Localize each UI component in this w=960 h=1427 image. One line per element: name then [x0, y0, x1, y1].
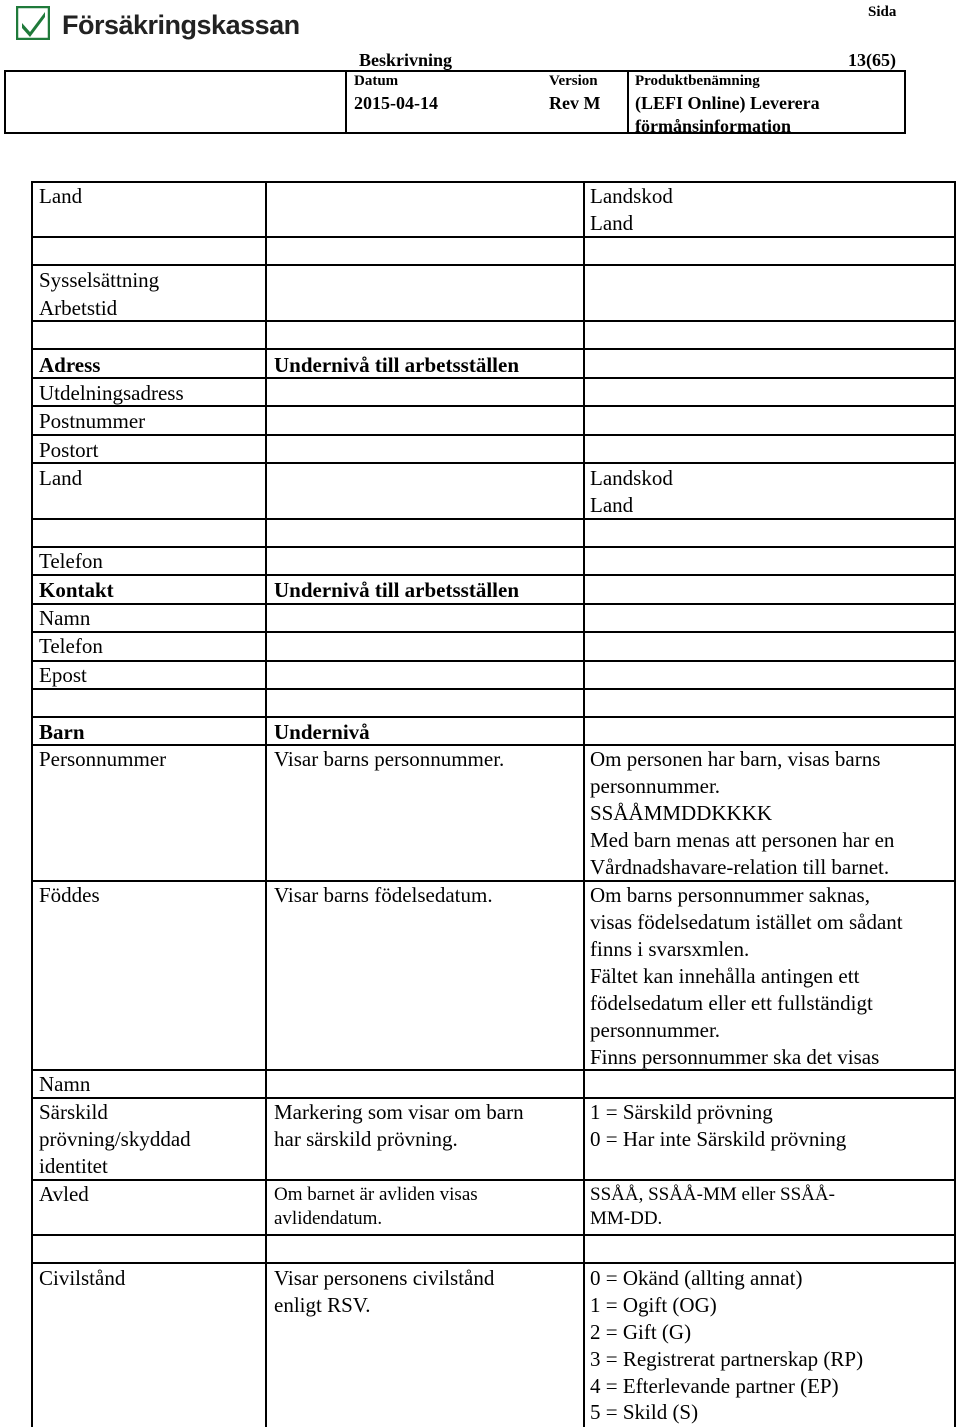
foddes-note-line: visas födelsedatum istället om sådant [590, 910, 903, 934]
field-namn: Namn [39, 1072, 91, 1096]
version-value: Rev M [549, 93, 601, 113]
row-divider [31, 546, 956, 548]
produkt-label: Produktbenämning [635, 73, 760, 89]
row-divider [31, 716, 956, 718]
personnummer-note-line: SSÅÅMMDDKKKK [590, 801, 773, 825]
kontakt-sublevel: Undernivå till arbetsställen [274, 578, 519, 602]
field-telefon: Telefon [39, 634, 103, 658]
personnummer-note-line: Om personen har barn, visas barns [590, 747, 881, 771]
land-text: Land [590, 211, 634, 235]
row-divider [31, 631, 956, 633]
header-divider [345, 70, 347, 134]
row-divider [31, 688, 956, 690]
avled-description-line: avlidendatum. [274, 1208, 383, 1229]
column-divider [583, 181, 585, 1427]
field-foddes: Föddes [39, 883, 100, 907]
civilstand-value-line: 3 = Registrerat partnerskap (RP) [590, 1347, 864, 1371]
field-postnummer: Postnummer [39, 409, 146, 433]
row-divider [31, 1262, 956, 1264]
foddes-note-line: personnummer. [590, 1018, 721, 1042]
personnummer-description: Visar barns personnummer. [274, 747, 505, 771]
avled-format-line: MM-DD. [590, 1208, 663, 1229]
produkt-value-line: förmånsinformation [635, 116, 791, 136]
field-epost: Epost [39, 663, 87, 687]
group-barn: Barn [39, 720, 85, 744]
personnummer-note-line: Vårdnadshavare-relation till barnet. [590, 855, 890, 879]
header-divider [627, 70, 629, 134]
sarskild-description-line: Markering som visar om barn [274, 1100, 524, 1124]
produkt-value-line: (LEFI Online) Leverera [635, 93, 820, 113]
field-land: Land [39, 466, 83, 490]
avled-format-line: SSÅÅ, SSÅÅ-MM eller SSÅÅ- [590, 1184, 835, 1205]
civilstand-value-line: 0 = Okänd (allting annat) [590, 1266, 803, 1290]
barn-sublevel: Undernivå [274, 720, 370, 744]
personnummer-note-line: personnummer. [590, 774, 721, 798]
column-divider [265, 181, 267, 1427]
foddes-description: Visar barns födelsedatum. [274, 883, 493, 907]
field-postort: Postort [39, 438, 99, 462]
civilstand-value-line: 2 = Gift (G) [590, 1320, 692, 1344]
field-namn: Namn [39, 606, 91, 630]
civilstand-value-line: 5 = Skild (S) [590, 1400, 699, 1424]
datum-value: 2015-04-14 [354, 93, 438, 113]
row-divider [31, 264, 956, 266]
field-land: Land [39, 184, 83, 208]
foddes-note-line: födelsedatum eller ett fullständigt [590, 991, 873, 1015]
row-divider [31, 348, 956, 350]
datum-label: Datum [354, 73, 399, 89]
row-divider [31, 1179, 956, 1181]
civilstand-description-line: enligt RSV. [274, 1293, 371, 1317]
forsakringskassan-logo-icon [16, 6, 50, 40]
land-text: Land [590, 493, 634, 517]
row-divider [31, 236, 956, 238]
page-label: Sida [868, 4, 897, 20]
row-divider [31, 434, 956, 436]
row-divider [31, 574, 956, 576]
field-sarskild-line: Särskild [39, 1100, 108, 1124]
field-arbetstid: Arbetstid [39, 296, 118, 320]
field-utdelningsadress: Utdelningsadress [39, 381, 184, 405]
field-personnummer: Personnummer [39, 747, 167, 771]
row-divider [31, 462, 956, 464]
sarskild-value-line: 0 = Har inte Särskild prövning [590, 1127, 847, 1151]
brand-name: Försäkringskassan [62, 10, 300, 40]
version-label: Version [549, 73, 598, 89]
group-adress: Adress [39, 353, 101, 377]
field-telefon: Telefon [39, 549, 103, 573]
row-divider [31, 320, 956, 322]
produkt-value [635, 92, 820, 138]
row-divider [31, 660, 956, 662]
foddes-note-line: finns i svarsxmlen. [590, 937, 750, 961]
field-civilstand: Civilstånd [39, 1266, 126, 1290]
group-kontakt: Kontakt [39, 578, 114, 602]
sarskild-description-line: har särskild prövning. [274, 1127, 458, 1151]
landskod-text: Landskod [590, 466, 673, 490]
sarskild-value-line: 1 = Särskild prövning [590, 1100, 773, 1124]
field-sysselsattning: Sysselsättning [39, 268, 160, 292]
foddes-note-line: Fältet kan innehålla antingen ett [590, 964, 860, 988]
field-sarskild-line: identitet [39, 1154, 108, 1178]
field-avled: Avled [39, 1182, 89, 1206]
civilstand-value-line: 4 = Efterlevande partner (EP) [590, 1374, 839, 1398]
avled-description-line: Om barnet är avliden visas [274, 1184, 478, 1205]
foddes-note-line: Om barns personnummer saknas, [590, 883, 870, 907]
row-divider [31, 1234, 956, 1236]
landskod-text: Landskod [590, 184, 673, 208]
foddes-note-line: Finns personnummer ska det visas [590, 1045, 880, 1069]
adress-sublevel: Undernivå till arbetsställen [274, 353, 519, 377]
field-sarskild-line: prövning/skyddad [39, 1127, 191, 1151]
civilstand-value-line: 1 = Ogift (OG) [590, 1293, 717, 1317]
personnummer-note-line: Med barn menas att personen har en [590, 828, 895, 852]
page-number: 13(65) [848, 50, 896, 70]
civilstand-description-line: Visar personens civilstånd [274, 1266, 495, 1290]
document-type: Beskrivning [359, 50, 453, 70]
row-divider [31, 518, 956, 520]
